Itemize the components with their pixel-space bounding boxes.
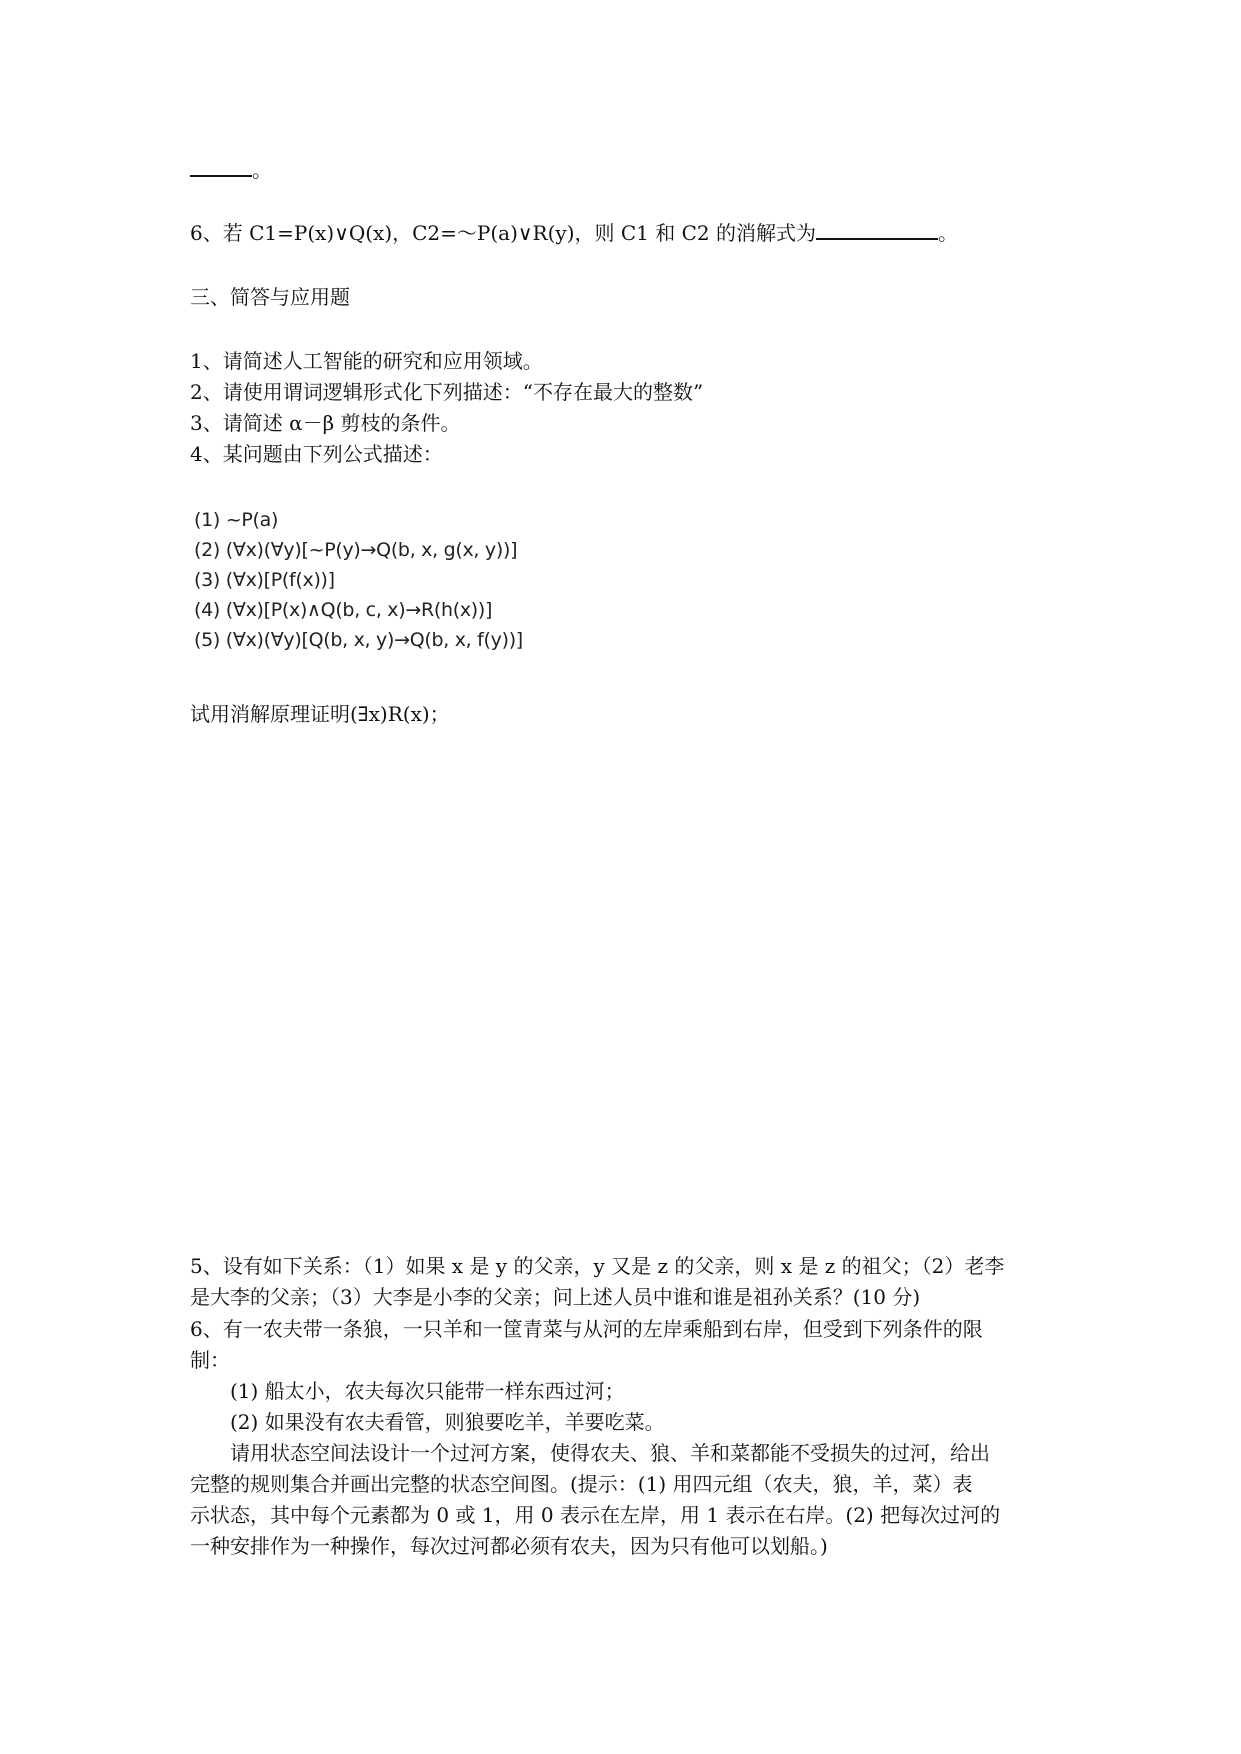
- formula-4: (4) (∀x)[P(x)∧Q(b, c, x)→R(h(x))]: [194, 599, 493, 621]
- question-5-line-2: 是大李的父亲；（3）大李是小李的父亲；问上述人员中谁和谁是祖孙关系？(10 分): [190, 1285, 921, 1309]
- question-6: [190, 1314, 1060, 1562]
- question-6-para-line-1: 请用状态空间法设计一个过河方案，使得农夫、狼、羊和菜都能不受损失的过河，给出: [230, 1441, 990, 1465]
- answer-blank: [190, 157, 252, 177]
- section-title: 三、简答与应用题: [190, 285, 350, 309]
- formula-1: (1) ~P(a): [194, 509, 279, 531]
- question-6-condition-1: (1) 船太小，农夫每次只能带一样东西过河；: [230, 1379, 625, 1403]
- continuation-end: 。: [252, 158, 272, 182]
- prove-instruction: 试用消解原理证明(∃x)R(x)；: [190, 702, 450, 726]
- question-6-para-line-4: 一种安排作为一种操作，每次过河都必须有农夫，因为只有他可以划船。): [190, 1534, 828, 1558]
- question-6-para-line-2: 完整的规则集合并画出完整的状态空间图。(提示：(1) 用四元组（农夫，狼，羊，菜）表: [190, 1472, 973, 1496]
- fill-question-6-end: 。: [938, 221, 958, 245]
- formula-2: (2) (∀x)(∀y)[~P(y)→Q(b, x, g(x, y))]: [194, 539, 518, 561]
- formula-3: (3) (∀x)[P(f(x))]: [194, 569, 335, 591]
- question-5: [190, 1251, 1060, 1313]
- question-4: 4、某问题由下列公式描述：: [190, 442, 443, 466]
- question-6-line-1: 6、有一农夫带一条狼，一只羊和一筐青菜与从河的左岸乘船到右岸，但受到下列条件的限: [190, 1317, 983, 1341]
- formula-5: (5) (∀x)(∀y)[Q(b, x, y)→Q(b, x, f(y))]: [194, 629, 523, 651]
- question-3: 3、请简述 α－β 剪枝的条件。: [190, 411, 461, 435]
- question-1: 1、请简述人工智能的研究和应用领域。: [190, 349, 543, 373]
- question-6-line-2: 制：: [190, 1348, 230, 1372]
- question-2: 2、请使用谓词逻辑形式化下列描述：“不存在最大的整数”: [190, 380, 704, 404]
- continuation-line: [190, 156, 272, 184]
- fill-question-6: [190, 219, 958, 247]
- answer-blank: [816, 220, 938, 240]
- question-5-line-1: 5、设有如下关系：（1）如果 x 是 y 的父亲，y 又是 z 的父亲，则 x 是 z 的祖父；（2）老李: [190, 1254, 1005, 1278]
- formula-block: [194, 505, 523, 655]
- question-6-para-line-3: 示状态，其中每个元素都为 0 或 1，用 0 表示在左岸，用 1 表示在右岸。(2) 把每次过河的: [190, 1503, 1001, 1527]
- fill-question-6-text: 6、若 C1=P(x)∨Q(x)，C2=～P(a)∨R(y)，则 C1 和 C2 的消解式为: [190, 221, 816, 245]
- question-6-condition-2: (2) 如果没有农夫看管，则狼要吃羊，羊要吃菜。: [230, 1410, 665, 1434]
